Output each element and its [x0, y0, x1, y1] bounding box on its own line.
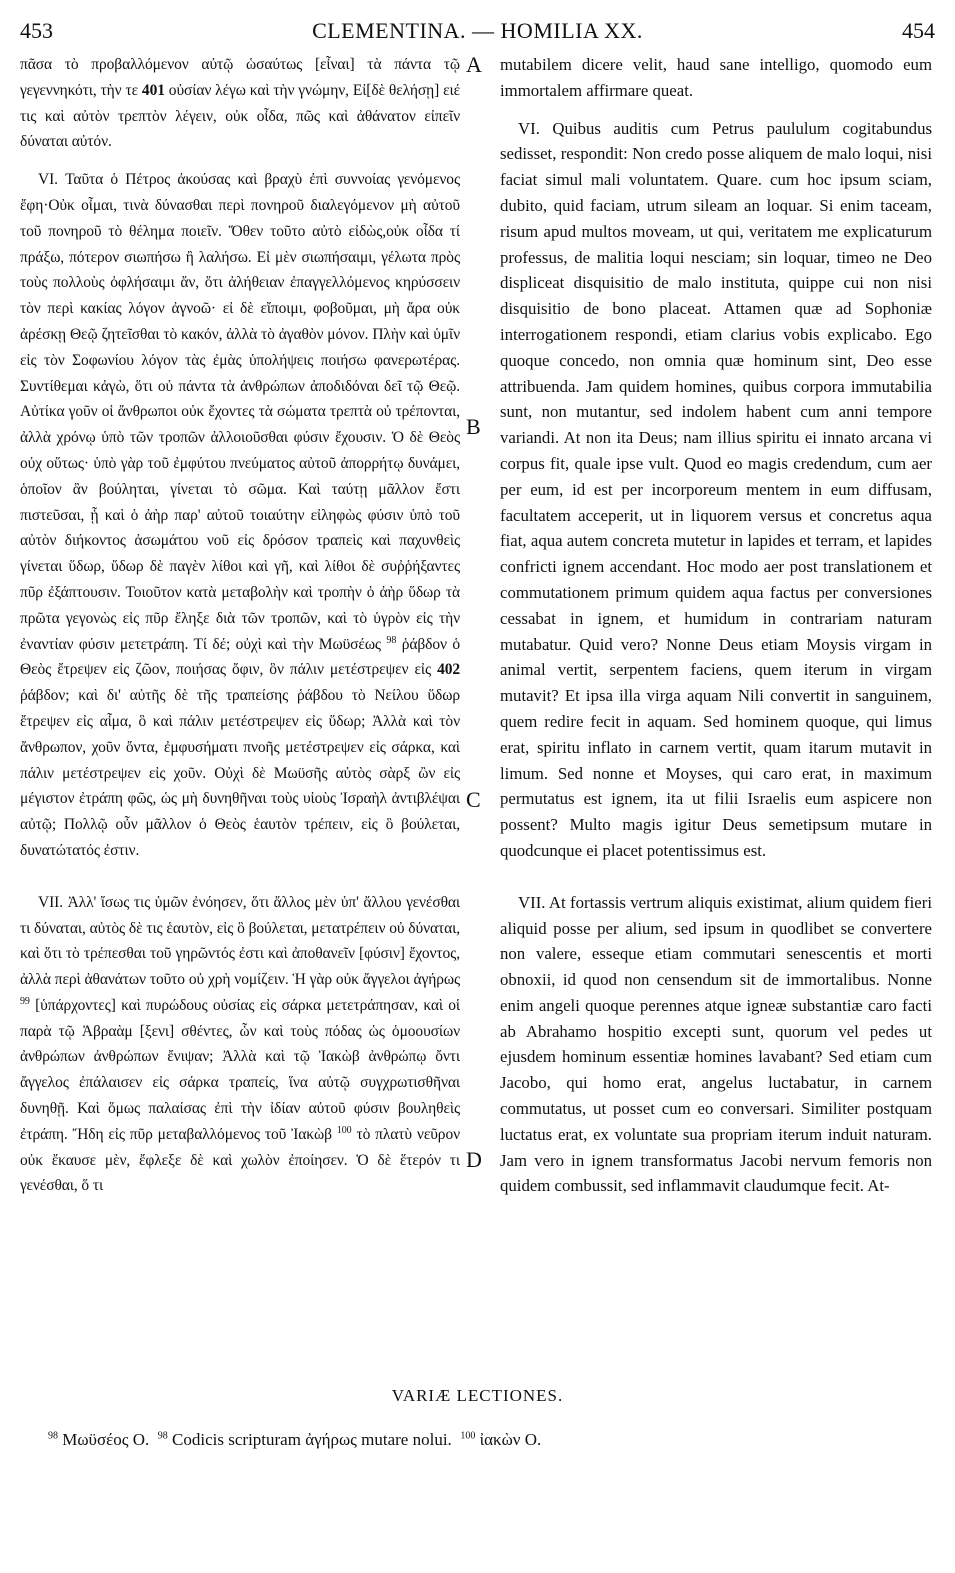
- latin-paragraph-3: VII. At fortassis vertrum aliquis existimat, alium quidem fieri aliquid posse per alium, sed ipsum in quodlibet se convertere non valere, esseque etiam commutari senescentis et morti obnoxii, id quod non censendum sit de immortalibus. Nonne enim angeli quoque perennes atque igneæ substantiæ caro facti ab Abrahamo hospitio excepti sunt, quorum vel pedes ut ejusdem hominum essentiæ homines lavabant? Sed etiam cum Jacobo, qui homo erat, angelus luctabatur, in carnem commutatus, ut posset cum eo conversari. Similiter postquam luctatus erat, ex voluntate sua propriam iterum induit naturam. Jam vero in ignem transformatus Jacobi nervum femoris non quidem combussit, sed inflammavit claudumque fecit. At-: [500, 892, 932, 1196]
- page-header: [20, 14, 935, 50]
- greek-paragraph-1: [20, 52, 460, 155]
- note-number: 98: [48, 1430, 58, 1442]
- footnote-ref-98: 98: [386, 634, 397, 646]
- greek-text: τὸ πλατὺ νεῦρον οὐκ ἔκαυσε μὲν, ἔφλεξε δὲ καὶ χωλὸν ἐποίησεν. Ὁ δὲ ἕτερόν τι γενέσθαι, ὅ τι: [20, 1125, 461, 1195]
- latin-paragraph-1: mutabilem dicere velit, haud sane intelligo, quomodo eum immortalem affirmare queat.: [500, 55, 932, 100]
- greek-text: πᾶσα τὸ προβαλλόμενον αὐτῷ ὡσαύτως [εἶναι] τὰ πάντα τῷ γεγεννηκότι, τὴν τε: [20, 56, 460, 99]
- greek-column: [20, 52, 460, 1199]
- note-text: ἰακὼν O.: [479, 1430, 542, 1449]
- greek-text: VI. Ταῦτα ὁ Πέτρος ἀκούσας καὶ βραχὺ ἐπὶ συννοίας γενόμενος ἔφη·Οὐκ οἶμαι, τινὰ δύνασθαι περὶ πονηροῦ διαλεγόμενον μὴ αὐτοῦ τοῦ πονηροῦ τὸ θέλημα ποιεῖν. Ὅθεν τοῦτο αὐτὸ εἰδὼς,οὐκ οἶδα τί πράξω, πότερον σιωπήσω ἢ λαλήσω. Εἰ μὲν σιωπήσαιμι, γέλωτα πρὸς τοὺς πολλοὺς ὀφλήσαιμι ἄν, ὅτι ἀλήθειαν ἐπαγγελλόμενος κηρύσσειν τὸν περὶ κακίας λόγον ἀγνοῶ· εἰ δὲ εἴποιμι, φοβοῦμαι, μὴ ἄρα οὐκ ἀρέσκῃ Θεῷ ζητεῖσθαι τὸ κακόν, ἀλλὰ τὸ ἀγαθὸν μόνον. Πλὴν καὶ ὑμῖν εἰς τὸν Σοφωνίου λόγον τὰς ἐμὰς ὑπολήψεις ποιήσω φανερωτέρας. Συντίθεμαι κἀγὼ, ὅτι οὐ πάντα τὰ ἀνθρώπων ἀποδιδόναι δεῖ τῷ Θεῷ. Αὐτίκα γοῦν οἱ ἄνθρωποι οὐκ ἔχοντες τὰ σώματα τρεπτὰ οὐ τρέπονται, ἀλλὰ χρόνῳ ὑπὸ τῶν τροπῶν ἀλλοιοῦσθαι φύσιν ἔχουσιν. Ὁ δὲ Θεὸς οὐχ οὕτως· ὑπὸ γὰρ τοῦ ἐμφύτου πνεύματος αὐτοῦ ἀπορρήτῳ δυνάμει, ὁποῖον ἂν βούληται, γίνεται τὸ σῶμα. Καὶ ταύτῃ μᾶλλον ἔστι πιστεῦσαι, ᾗ καὶ ὁ ἀὴρ παρ' αὐτοῦ τοιαύτην εἰληφὼς φύσιν ὑπὸ τοῦ αὐτὸν διήκοντος ἀσωμάτου νοῦ εἰς δρόσον τραπεὶς καὶ παχυνθεὶς γίνεται ὕδωρ, ὕδωρ δὲ παγὲν λίθοι καὶ γῆ, καὶ λίθοι δὲ συῤῥήξαντες πῦρ ἐξάπτουσιν. Τοιοῦτον κατὰ μεταβολὴν καὶ τροπὴν ὁ ἀὴρ ὕδωρ τὰ πρῶτα γεγονὼς εἰς πῦρ ἔληξε διὰ τῶν τροπῶν, καὶ τὸ ὑγρὸν εἰς τὴν ἐναντίαν φύσιν μετετράπη. Τί δέ; οὐχὶ καὶ τὴν Μωϋσέως: [20, 171, 460, 653]
- greek-paragraph-3: [20, 890, 460, 1200]
- note-text: Μωϋσέος O.: [62, 1430, 150, 1449]
- greek-text: VII. Ἀλλ' ἴσως τις ὑμῶν ἐνόησεν, ὅτι ἄλλος μὲν ὑπ' ἄλλου γενέσθαι τι δύναται, αὐτὸς δὲ τις ἑαυτὸν, εἰς ὃ βούλεται, μετατρέπειν οὐ δύναται, καὶ ὅτι τὸ τρέπεσθαι τοῦ γηρῶντός ἐστι καὶ ἀποθανεῖν [φύσιν] ἔχοντος, ἀλλὰ περὶ ἀθανάτων τοῦτο οὐ χρὴ νομίζειν. Ἡ γὰρ οὐκ ἄγγελοι ἀγήρως: [20, 893, 460, 989]
- greek-paragraph-2: [20, 167, 460, 864]
- running-title: CLEMENTINA. — HOMILIA XX.: [312, 18, 643, 43]
- footnote-ref-100: 100: [336, 1124, 352, 1136]
- greek-text: οὐσίαν λέγω καὶ τὴν γνώμην, Εἰ[δὲ θελήσῃ] ειέ τις καὶ αὐτὸν τρεπτὸν λέγειν, οὐκ οἶδα, πῶς καὶ ἀθάνατον εἰπεῖν δύναται αὐτόν.: [20, 81, 461, 151]
- greek-text: ῥάβδον; καὶ δι' αὐτῆς δὲ τῆς τραπείσης ῥάβδου τὸ Νείλου ὕδωρ ἔτρεψεν εἰς αἷμα, ὃ καὶ πάλιν μετέστρεψεν εἰς ὕδωρ; Ἀλλὰ καὶ τὸν ἄνθρωπον, χοῦν ὄντα, ἐμφυσήματι πνοῆς μετέστρεψεν εἰς σάρκα, καὶ πάλιν μετέστρεψεν εἰς χοῦν. Οὐχὶ δὲ Μωϋσῆς αὐτὸς σὰρξ ὢν εἰς μέγιστον ἐτράπη φῶς, ὡς μὴ δυνηθῆναι τοὺς υἱοὺς Ἰσραὴλ ἀντιβλέψαι αὐτῷ; Πολλῷ οὖν μᾶλλον ὁ Θεὸς ἑαυτὸν τρέπειν, εἰς ὃ βούλεται, δυνατώτατός ἐστιν.: [20, 687, 460, 859]
- page-number-right: 454: [902, 18, 935, 43]
- latin-paragraph-2: VI. Quibus auditis cum Petrus paululum cogitabundus sedisset, respondit: Non credo posse aliquem de malo loqui, nisi faciat simul mali voluntatem. Quare. cum hoc ipsum sciam, dubito, quid faciam, utrum sileam an loquar. Si enim taceam, risum apud multos moveam, ut qui, veritatem me explicaturum professus, de malitia loqui nesciam; sin loquar, timeo ne Deo displiceat disquisitio de malo instituta, quippe cui non nisi disquisitio de bono placeat. Attamen quæ ad Sophoniæ interrogationem respondi, etiam clarius vobis explicabo. Ego quoque concedo, non omnia quæ hominum sint, Deo esse attribuenda. Jam quidem homines, quibus corpora immutabilia sunt, non mutantur, sed indolem habent cum anni tempore variandi. At non ita Deus; nam illius spiritu ei innato arcana vi corpus fit, quale ipse vult. Quod eo magis credendum, cum aer per eum, id est per incorporeum mentem in eum diffusam, facultatem acceperit, ut in liquorem versus et concretus aqua fiat, aqua autem concreta mutetur in lapides et terram, et lapides confricti ignem accendant. Hoc modo aer post translationem et commutationem primum quidem aqua factus per conversiones cessabat in ignem, et humidum in contrariam naturam mutabatur. Quid vero? Nonne Deus etiam Moysis virgam in animal vertit, serpentem faciens, quem iterum in virgam mutavit? Et ipsa illa virga aquam Nili convertit in sanguinem, quem redire fecit in aquam. Sed hominem quoque, qui limus erat, spiritu inflato in carnem vertit, quam itarum mutavit in limum. Sed nonne et Moyses, qui caro erat, in maximum permutatus est ignem, ita ut filii Israelis eum aspicere non possent? Multo magis igitur Deus semetipsum mutare in quodcunque ei placet potentissimus est.: [500, 118, 932, 860]
- greek-text: ῥάβδον ὁ Θεὸς ἔτρεψεν εἰς ζῶον, ποιήσας ὄφιν, ὃν πάλιν μετέστρεψεν εἰς: [20, 635, 460, 679]
- marker-c: C: [466, 787, 481, 812]
- page-number-left: 453: [20, 18, 53, 43]
- latin-column: [500, 52, 932, 1199]
- marker-d: D: [466, 1147, 482, 1172]
- marker-b: B: [466, 414, 481, 439]
- footnote-ref-99: 99: [20, 995, 30, 1007]
- marker-a: A: [466, 52, 482, 77]
- variae-lectiones-notes: [48, 1430, 928, 1450]
- note-number: 100: [460, 1430, 476, 1442]
- page-ref-402: 402: [437, 661, 461, 679]
- variae-lectiones-heading: VARIÆ LECTIONES.: [391, 1386, 564, 1405]
- section-markers: [462, 52, 492, 1352]
- note-number: 98: [157, 1430, 168, 1442]
- note-text: Codicis scripturam ἀγήρως mutare nolui.: [172, 1430, 452, 1449]
- greek-text: [ὑπάρχοντες] καὶ πυρώδους οὐσίας εἰς σάρκα μετετράπησαν, καὶ οἱ παρὰ τῷ Ἀβραὰμ [ξενι] σθέντες, ὧν καὶ τοὺς πόδας ὡς ὁμοουσίων ἀνθρώπων ἀνθρώπων ἔνιψαν; Ἀλλὰ καὶ τῷ Ἰακὼβ ἀνθρώπῳ ὄντι ἄγγελος ἐπάλαισεν εἰς σάρκα τραπείς, ἵνα αὐτῷ συγχρωτισθῆναι δυνηθῇ. Καὶ ὅμως παλαίσας ἐπὶ τὴν ἰδίαν αὐτοῦ φύσιν βουληθεὶς ἐτράπη. Ἤδη εἰς πῦρ μεταβαλλόμενος τοῦ Ἰακὼβ: [20, 996, 461, 1143]
- page-ref-401: 401: [141, 81, 165, 99]
